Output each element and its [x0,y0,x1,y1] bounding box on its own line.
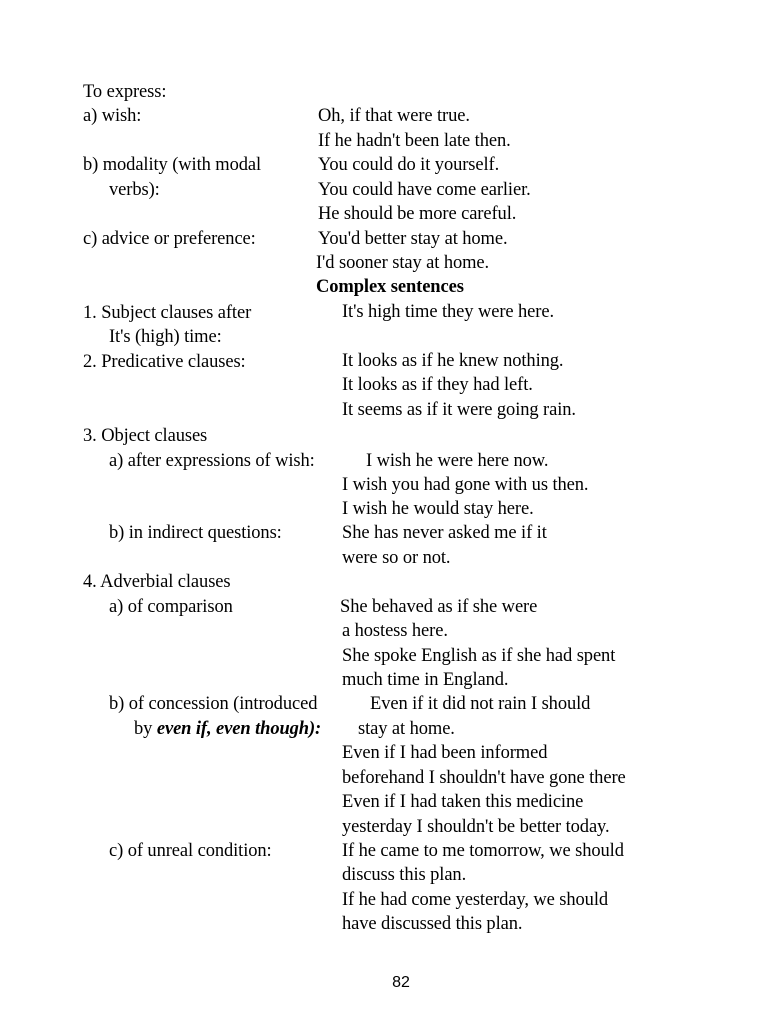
complex-sentences-heading: Complex sentences [316,277,464,297]
object-clauses-label: 3. Object clauses [83,426,208,446]
unreal-condition-label: c) of unreal condition: [109,841,272,861]
predicative-clauses-label: 2. Predicative clauses: [83,352,246,372]
indirect-questions-example: She has never asked me if it [342,523,547,543]
modality-example: He should be more careful. [318,204,517,224]
subject-clauses-label-cont: It's (high) time: [109,327,222,347]
indirect-questions-label: b) in indirect questions: [109,523,282,543]
object-wish-example: I wish he were here now. [366,451,549,471]
concession-example: Even if I had taken this medicine [342,792,584,812]
object-wish-label: a) after expressions of wish: [109,451,315,471]
concession-label: b) of concession (introduced [109,694,318,714]
comparison-example: She spoke English as if she had spent [342,646,616,666]
subject-clauses-example: It's high time they were here. [342,302,554,322]
predicative-example: It looks as if he knew nothing. [342,351,564,371]
page-number: 82 [392,974,410,991]
object-wish-example: I wish you had gone with us then. [342,475,589,495]
unreal-condition-example: If he had come yesterday, we should [342,890,609,910]
concession-emphasis: even if, even though): [156,719,322,739]
advice-label: c) advice or preference: [83,229,256,249]
comparison-example: She behaved as if she were [340,597,538,617]
modality-label-cont: verbs): [109,180,160,200]
advice-example: You'd better stay at home. [318,229,508,249]
wish-example: If he hadn't been late then. [318,131,511,151]
concession-by-text: by [134,719,153,739]
predicative-example: It seems as if it were going rain. [342,400,576,420]
concession-example: Even if I had been informed [342,743,548,763]
unreal-condition-example: discuss this plan. [342,865,467,885]
modality-example: You could do it yourself. [318,155,500,175]
comparison-example: much time in England. [342,670,509,690]
concession-label-cont [134,717,321,741]
subject-clauses-label: 1. Subject clauses after [83,303,252,323]
advice-example: I'd sooner stay at home. [316,253,490,273]
concession-example: beforehand I shouldn't have gone there [342,768,626,788]
predicative-example: It looks as if they had left. [342,375,533,395]
comparison-label: a) of comparison [109,597,233,617]
wish-label: a) wish: [83,106,142,126]
comparison-example: a hostess here. [342,621,448,641]
unreal-condition-example: If he came to me tomorrow, we should [342,841,624,861]
concession-example: yesterday I shouldn't be better today. [342,817,610,837]
wish-example: Oh, if that were true. [318,106,470,126]
concession-example: Even if it did not rain I should [370,694,591,714]
modality-label: b) modality (with modal [83,155,262,175]
modality-example: You could have come earlier. [318,180,531,200]
concession-example: stay at home. [358,719,455,739]
unreal-condition-example: have discussed this plan. [342,914,523,934]
object-wish-example: I wish he would stay here. [342,499,534,519]
intro-heading: To express: [83,82,167,102]
indirect-questions-example: were so or not. [342,548,451,568]
adverbial-clauses-label: 4. Adverbial clauses [83,572,231,592]
